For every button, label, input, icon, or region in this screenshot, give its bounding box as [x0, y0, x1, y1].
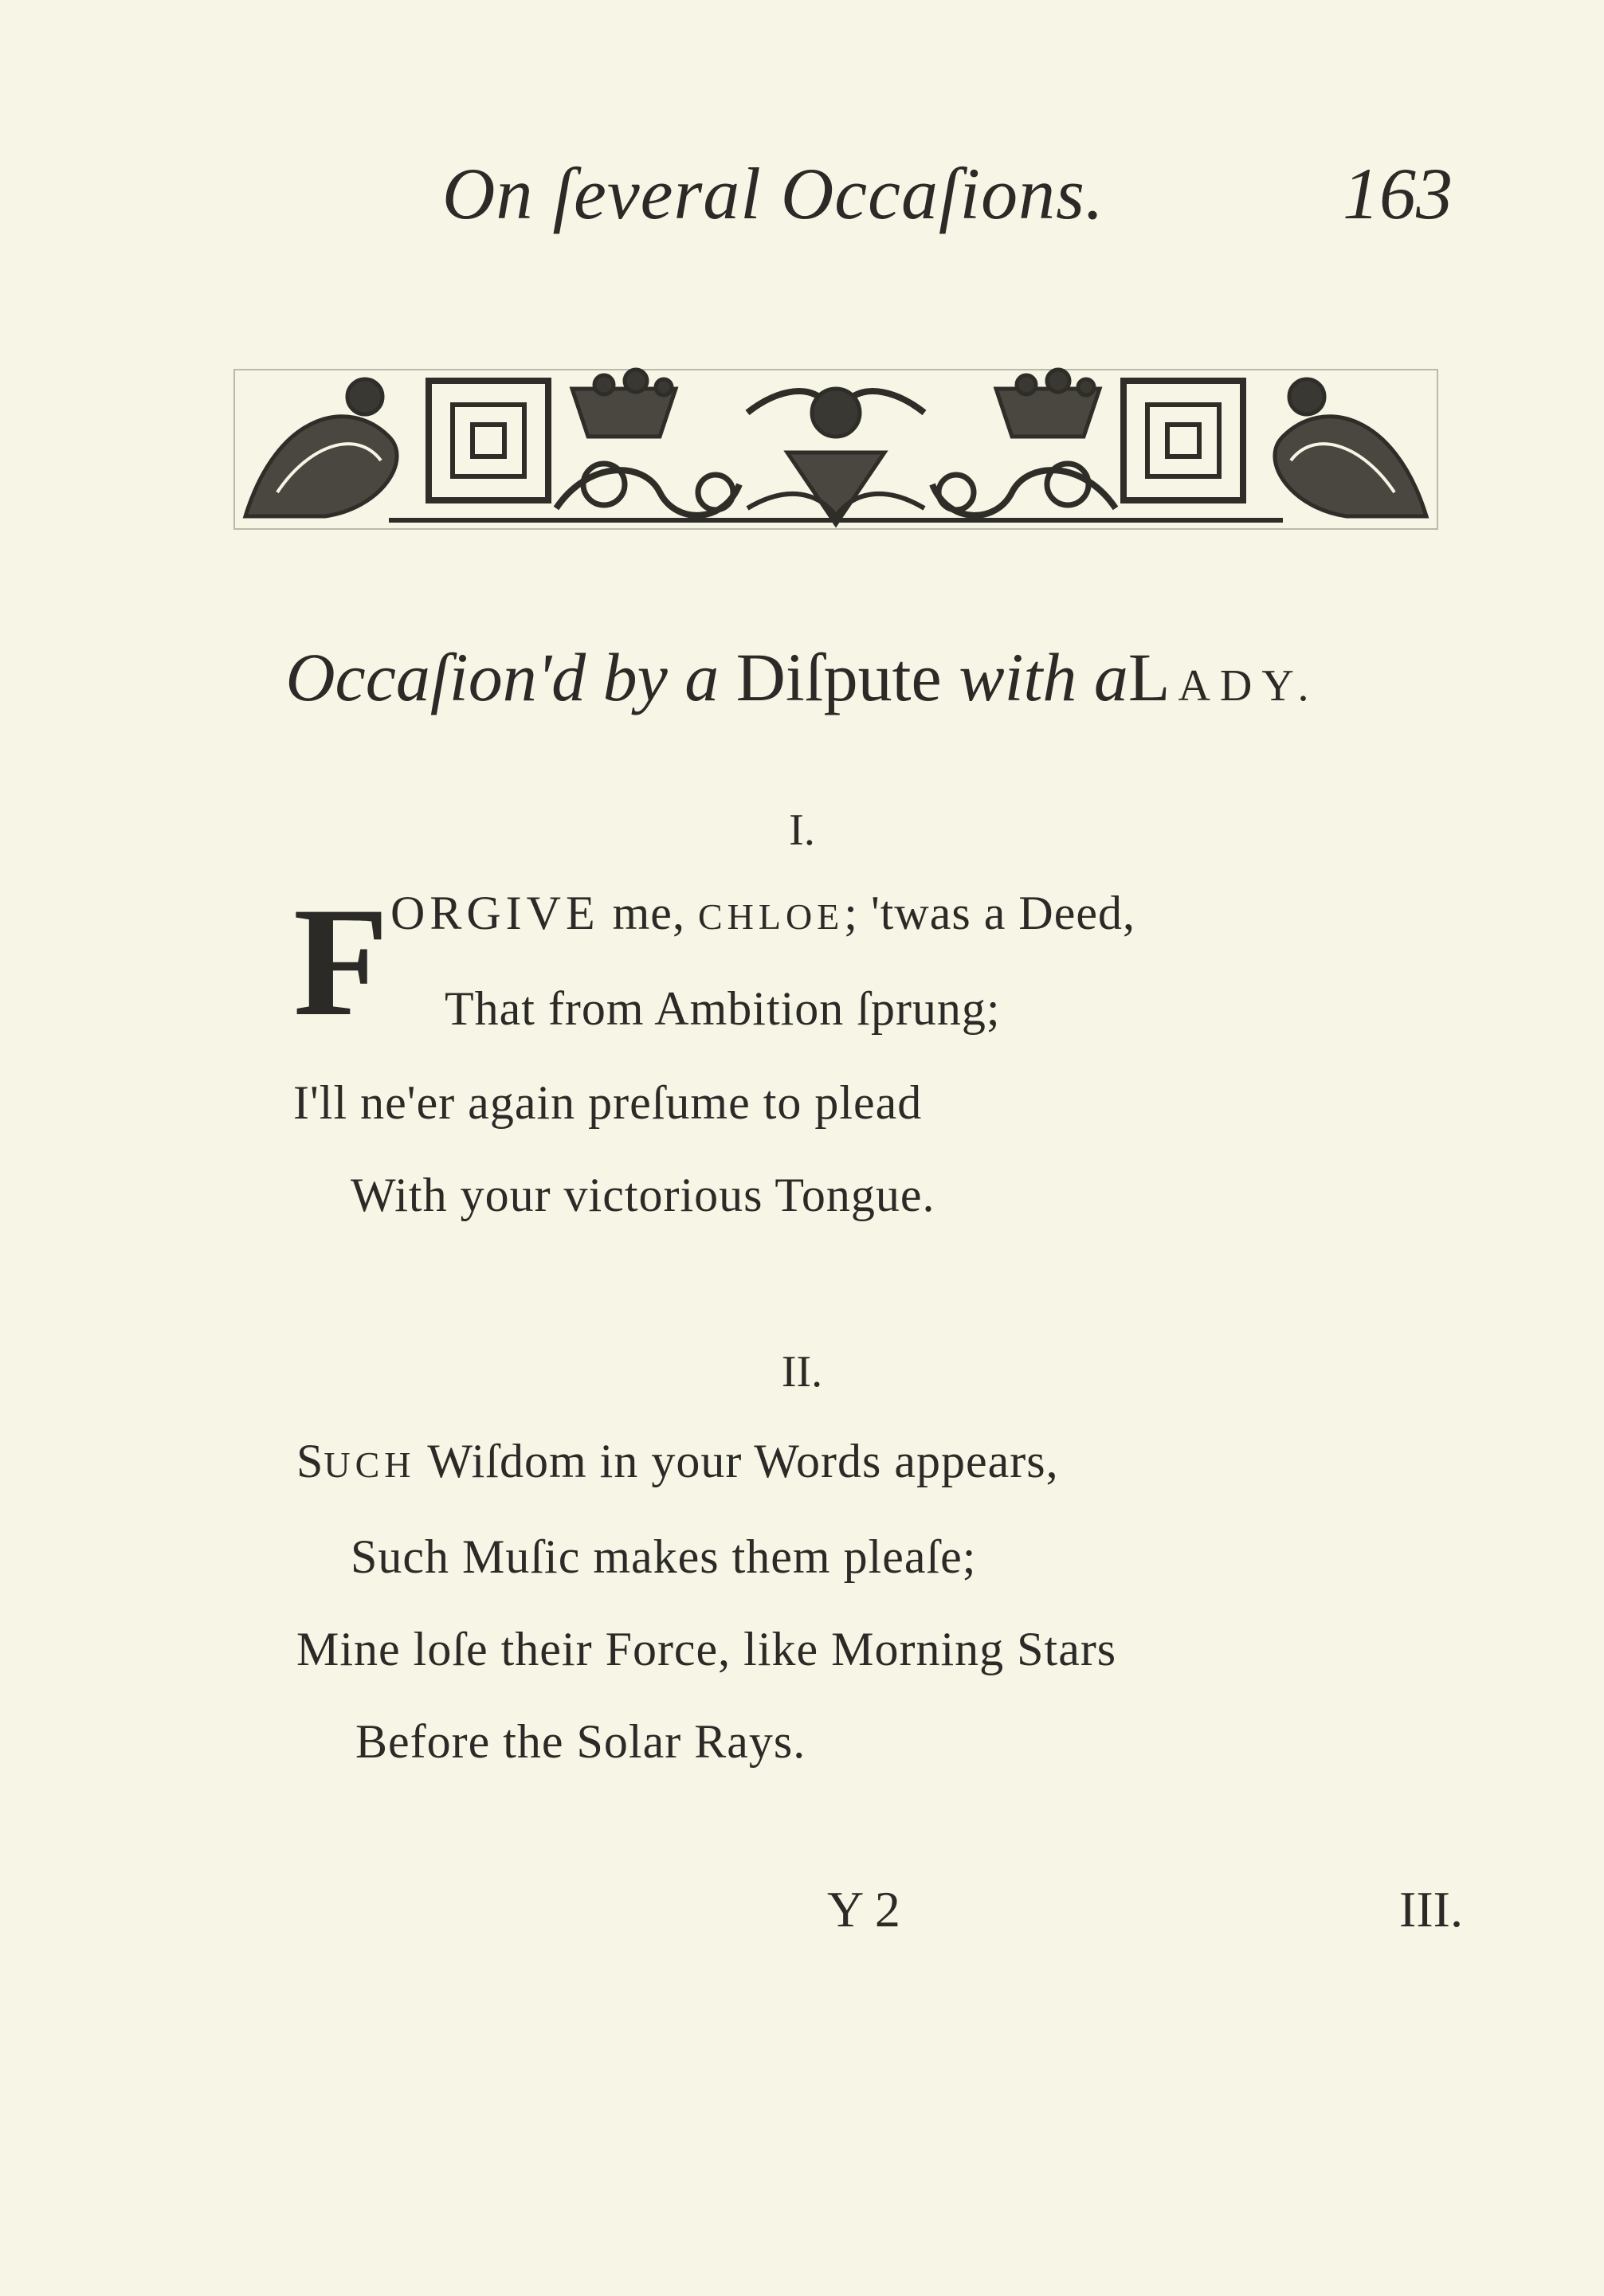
verse-line — [296, 1434, 1059, 1489]
verse-lead: ORGIVE — [390, 887, 600, 939]
verse-smallcaps: UCH — [324, 1444, 416, 1485]
poem-title-part2: Diſpute — [735, 639, 942, 715]
verse-line: With your victorious Tongue. — [351, 1169, 935, 1221]
drop-cap: F — [293, 876, 389, 1048]
signature-mark: Y 2 — [827, 1881, 900, 1937]
verse-line: Such Muſic makes them pleaſe; — [351, 1530, 977, 1583]
verse-smallcaps-name: CHLOE — [697, 896, 845, 937]
poem-title-part3: with a — [959, 639, 1128, 715]
running-head — [0, 151, 1604, 255]
woodcut-headpiece-ornament-icon — [229, 365, 1442, 534]
verse-line: That from Ambition ſprung; — [445, 982, 1001, 1035]
poem-title-part1: Occaſion'd by a — [285, 639, 720, 715]
verse-line: Mine loſe their Force, like Morning Stars — [296, 1623, 1117, 1675]
page-number: 163 — [1343, 153, 1453, 234]
verse-line: I'll ne'er again preſume to plead — [293, 1076, 923, 1129]
stanza-number-2: II. — [781, 1347, 823, 1397]
verse-text: Wiſdom in your Words appears, — [415, 1435, 1059, 1487]
verse-line — [390, 886, 1135, 941]
running-title: On ſeveral Occaſions. — [442, 153, 1104, 234]
catchword: III. — [1399, 1881, 1463, 1937]
stanza-number-1: I. — [789, 805, 815, 855]
verse-text: me, — [599, 887, 698, 939]
poem-title — [0, 637, 1604, 717]
verse-tail: ; 'twas a Deed, — [844, 887, 1135, 939]
verse-initial: S — [296, 1435, 324, 1487]
verse-line: Before the Solar Rays. — [355, 1715, 806, 1768]
poem-title-part4-rest: ADY. — [1178, 661, 1319, 711]
poem-title-part4-initial: L — [1128, 639, 1178, 715]
